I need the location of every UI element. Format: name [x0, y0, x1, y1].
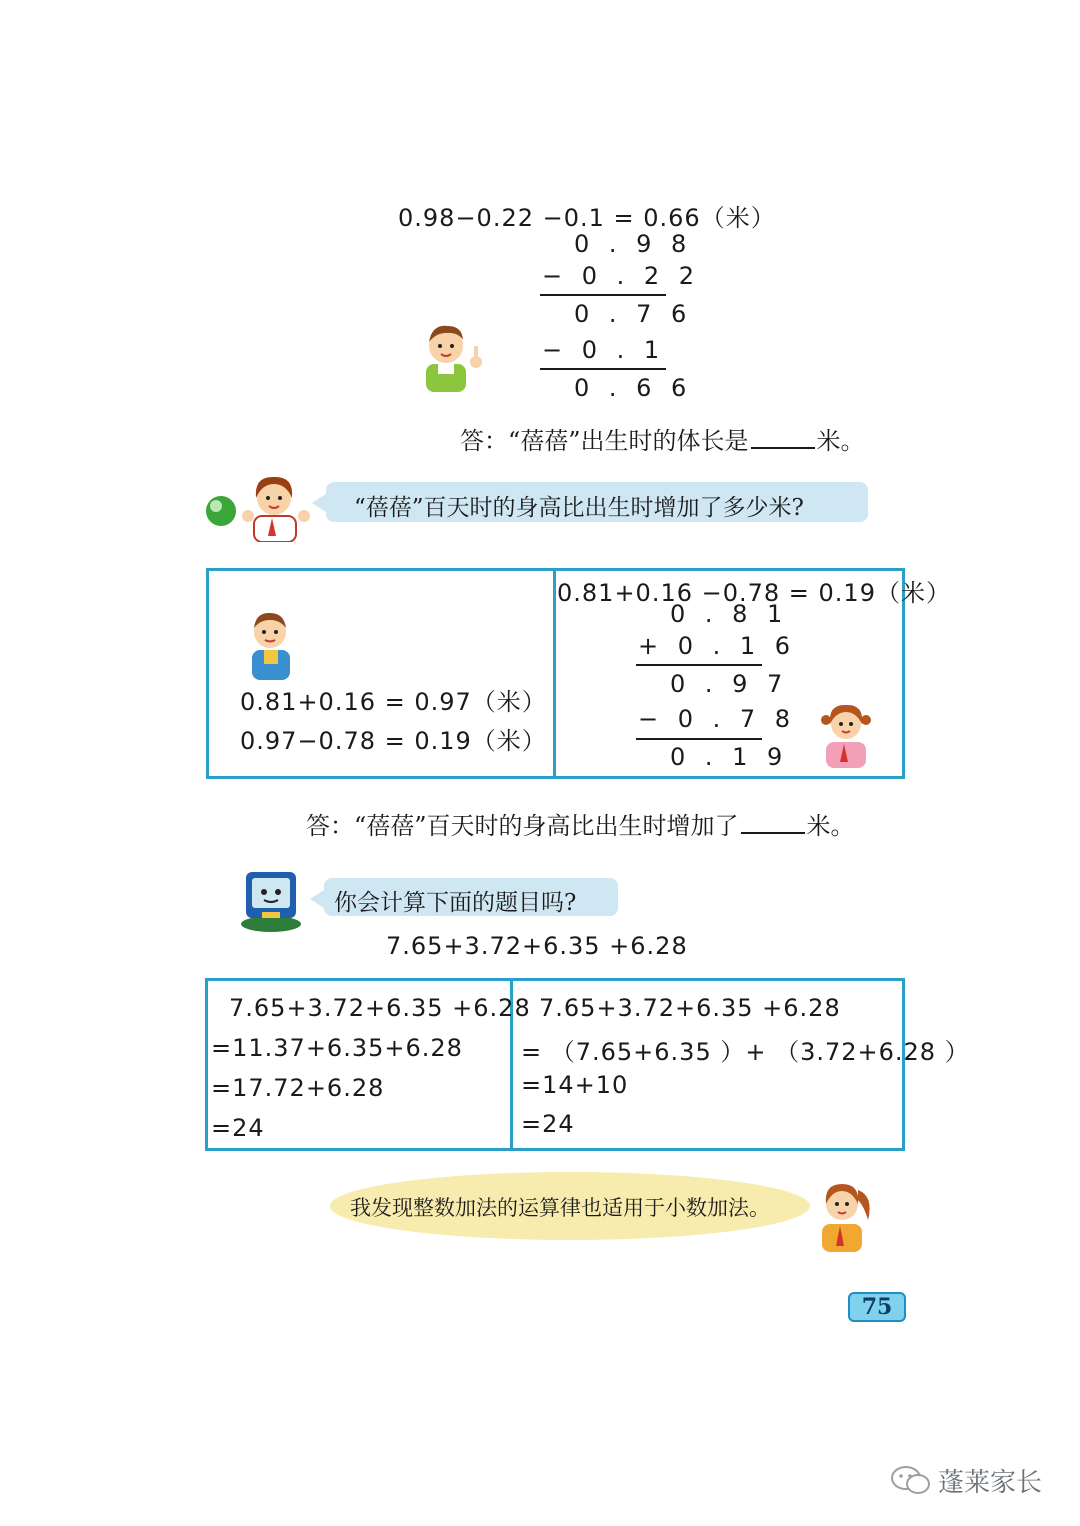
- box-2-right-line-3: =14+10: [521, 1071, 629, 1099]
- box-2-right-line-2: = （7.65+6.35 ）+ （3.72+6.28 ）: [521, 1038, 970, 1066]
- computer-mascot-icon: [236, 866, 306, 932]
- vertical-1-row1: 0 . 9 8: [574, 230, 693, 258]
- answer-2: [306, 806, 855, 841]
- boy-figure-1: [418, 318, 486, 392]
- box-1-vertical-line1: [636, 664, 762, 666]
- answer-1-blank[interactable]: [751, 447, 815, 449]
- box-1-vertical-row2: + 0 . 1 6: [638, 632, 797, 660]
- box-1-vertical-line2: [636, 738, 762, 740]
- conclusion-text: 我发现整数加法的运算律也适用于小数加法。: [350, 1196, 770, 1220]
- answer-2-blank[interactable]: [741, 832, 805, 834]
- box-1-right-equation: 0.81+0.16 −0.78 = 0.19（米）: [557, 579, 951, 607]
- box-1-left-line-2: 0.97−0.78 = 0.19（米）: [240, 727, 547, 755]
- question-1-text: “蓓蓓”百天时的身高比出生时增加了多少米?: [354, 495, 804, 521]
- vertical-1-row2: − 0 . 2 2: [542, 262, 701, 290]
- box-2-left-line-2: =11.37+6.35+6.28: [211, 1034, 463, 1062]
- girl-figure-1: [240, 470, 314, 542]
- answer-1-prefix: 答：“蓓蓓”出生时的体长是: [460, 427, 749, 455]
- answer-2-suffix: 米。: [806, 812, 855, 840]
- boy-figure-2: [242, 608, 306, 680]
- girl-figure-2: [816, 700, 876, 768]
- green-ball-icon: [204, 494, 238, 528]
- girl-figure-3: [808, 1176, 880, 1252]
- question-1-bubble: [326, 482, 868, 522]
- question-2-bubble: [324, 878, 618, 916]
- equation-1: 0.98−0.22 −0.1 = 0.66（米）: [398, 204, 776, 232]
- box-2-left-line-3: =17.72+6.28: [211, 1074, 385, 1102]
- page-number: 75: [848, 1292, 906, 1322]
- box-2-right-line-4: =24: [521, 1110, 575, 1138]
- vertical-1-line2: [540, 368, 666, 370]
- box-1-vertical-row3: 0 . 9 7: [670, 670, 789, 698]
- box-1-vertical-row1: 0 . 8 1: [670, 600, 789, 628]
- watermark-text: 蓬莱家长: [938, 1468, 1043, 1498]
- box-2-right-line-1: 7.65+3.72+6.35 +6.28: [539, 994, 841, 1022]
- solution-box-1-divider: [553, 568, 556, 779]
- question-2-text: 你会计算下面的题目吗?: [334, 890, 577, 916]
- answer-2-prefix: 答：“蓓蓓”百天时的身高比出生时增加了: [306, 812, 739, 840]
- question-2-expression: 7.65+3.72+6.35 +6.28: [386, 932, 688, 960]
- answer-1: [460, 421, 865, 456]
- vertical-1-row5: 0 . 6 6: [574, 374, 693, 402]
- vertical-1-row3: 0 . 7 6: [574, 300, 693, 328]
- box-1-left-line-1: 0.81+0.16 = 0.97（米）: [240, 688, 547, 716]
- answer-1-suffix: 米。: [816, 427, 865, 455]
- box-1-vertical-row5: 0 . 1 9: [670, 743, 789, 771]
- box-2-left-line-4: =24: [211, 1114, 265, 1142]
- box-2-left-line-1: 7.65+3.72+6.35 +6.28: [229, 994, 531, 1022]
- vertical-1-row4: − 0 . 1: [542, 336, 666, 364]
- box-1-vertical-row4: − 0 . 7 8: [638, 705, 797, 733]
- wechat-icon: [888, 1462, 934, 1498]
- vertical-1-line1: [540, 294, 666, 296]
